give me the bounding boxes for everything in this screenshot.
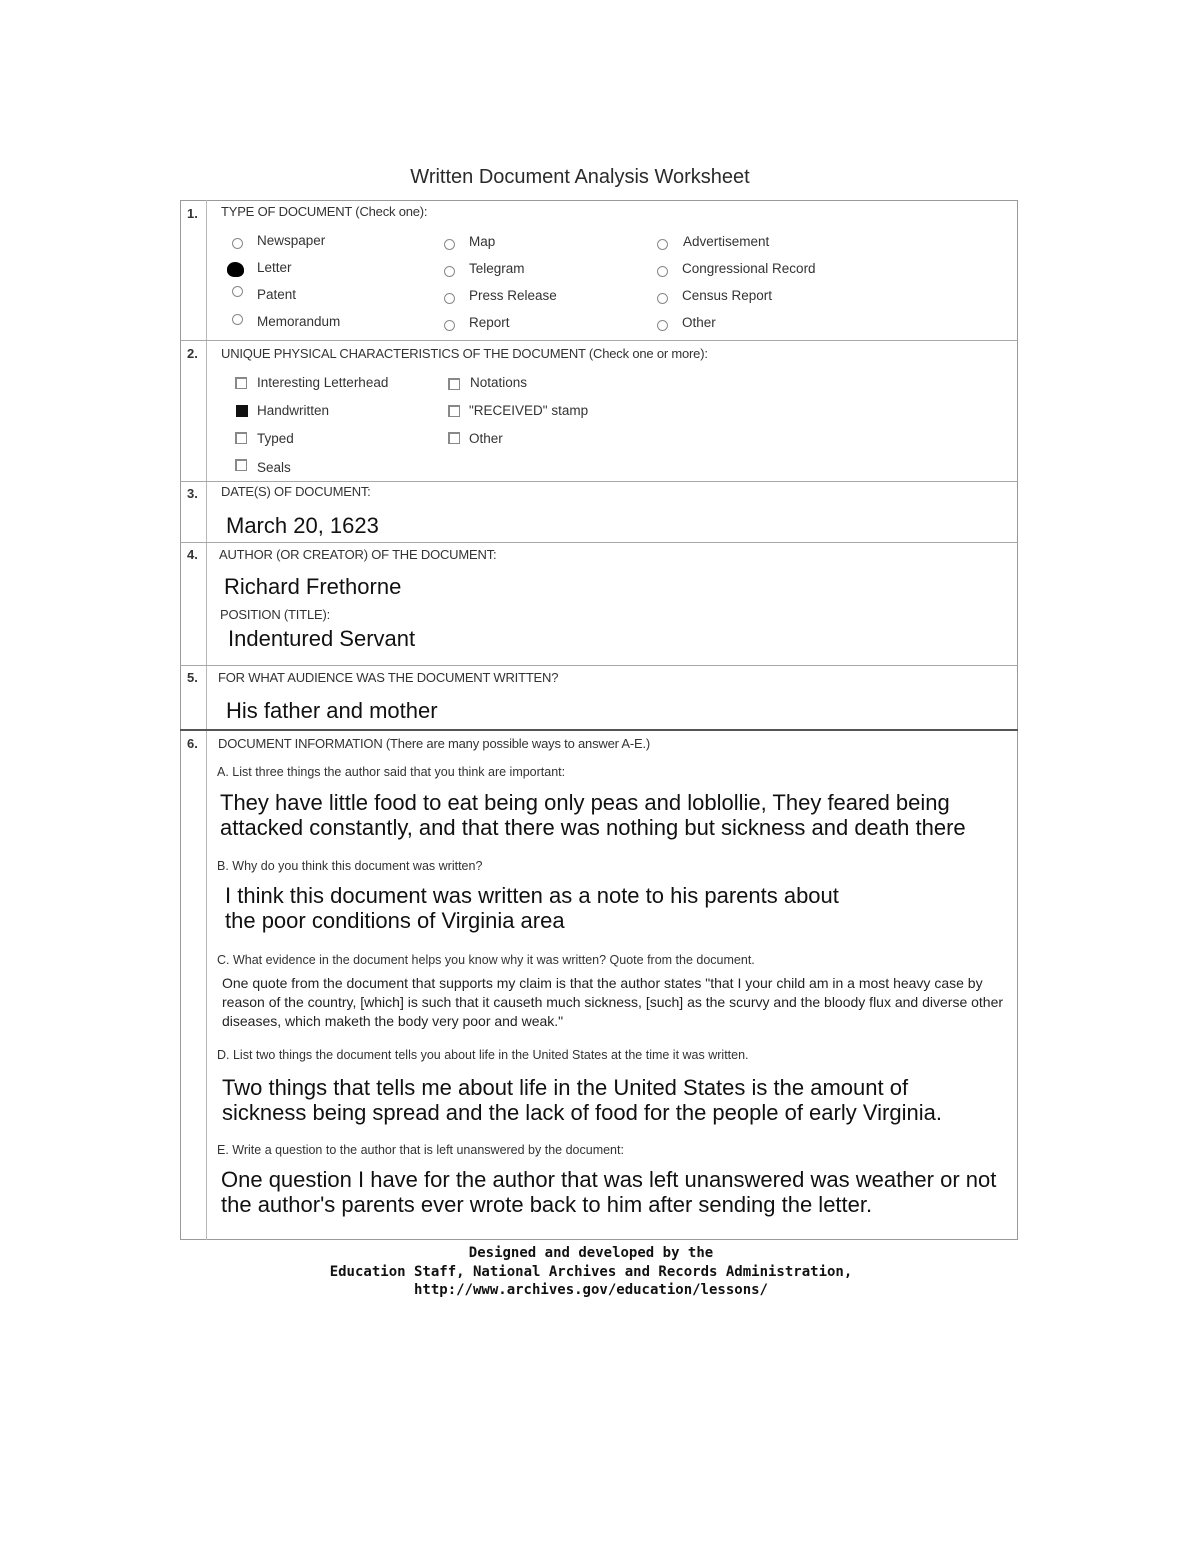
date-answer[interactable]: March 20, 1623 (226, 513, 379, 538)
section-number: 3. (187, 486, 198, 501)
section-heading: DATE(S) OF DOCUMENT: (221, 484, 371, 499)
section-divider (180, 665, 1018, 666)
checkbox-received-stamp[interactable] (448, 405, 460, 417)
section-number: 2. (187, 346, 198, 361)
checkbox-notations[interactable] (448, 378, 460, 390)
option-label: Memorandum (257, 314, 341, 329)
radio-report[interactable] (444, 320, 455, 331)
prompt-c: C. What evidence in the document helps you know why it was written? Quote from the document. (217, 953, 755, 967)
option-label: Notations (470, 375, 528, 390)
section-divider (180, 542, 1018, 543)
radio-patent[interactable] (232, 286, 243, 297)
author-answer[interactable]: Richard Frethorne (224, 574, 402, 599)
section-divider (180, 481, 1018, 482)
position-answer[interactable]: Indentured Servant (228, 626, 416, 651)
answer-c[interactable]: One quote from the document that supports my claim is that the author states "that I your child am in a most heavy case by reason of the country, [which] is such that it causeth much sickness, [such] as the scurvy and the bloody flux and diverse other diseases, which maketh the body very poor and weak." (222, 975, 1004, 1029)
footer-url[interactable]: http://www.archives.gov/education/lessons/ (413, 1282, 768, 1298)
answer-d[interactable]: Two things that tells me about life in the United States is the amount of sickness being spread and the lack of food for the people of early Virginia. (222, 1075, 942, 1125)
position-label: POSITION (TITLE): (220, 607, 330, 622)
answer-a[interactable]: They have little food to eat being only peas and loblollie, They feared being attacked constantly, and that there was nothing but sickness and death there (220, 790, 966, 840)
prompt-e: E. Write a question to the author that is left unanswered by the document: (217, 1143, 624, 1157)
section-heading: DOCUMENT INFORMATION (There are many possible ways to answer A-E.) (218, 736, 651, 751)
radio-map[interactable] (444, 239, 455, 250)
radio-congressional-record[interactable] (657, 266, 668, 277)
radio-memorandum[interactable] (232, 314, 243, 325)
section-divider (180, 729, 1018, 731)
footer-credit: Designed and developed by the (468, 1245, 714, 1261)
radio-newspaper[interactable] (232, 238, 243, 249)
section-number: 6. (187, 736, 198, 751)
checkbox-seals[interactable] (235, 459, 247, 471)
option-label: "RECEIVED" stamp (469, 403, 589, 418)
radio-advertisement[interactable] (657, 239, 668, 250)
radio-other[interactable] (657, 320, 668, 331)
number-column-divider (206, 200, 207, 1240)
section-divider (180, 340, 1018, 341)
checkbox-handwritten[interactable] (236, 405, 248, 417)
prompt-b: B. Why do you think this document was written? (217, 859, 483, 873)
section-number: 4. (187, 547, 198, 562)
option-label: Typed (257, 431, 294, 446)
option-label: Congressional Record (682, 261, 816, 276)
section-heading: TYPE OF DOCUMENT (Check one): (221, 204, 428, 219)
option-label: Seals (257, 460, 291, 475)
option-label: Other (469, 431, 503, 446)
radio-press-release[interactable] (444, 293, 455, 304)
section-number: 1. (187, 206, 198, 221)
option-label: Letter (257, 260, 292, 275)
option-label: Handwritten (257, 403, 330, 418)
radio-letter[interactable] (227, 262, 244, 277)
option-label: Map (469, 234, 496, 249)
answer-b[interactable]: I think this document was written as a note to his parents about the poor conditions of Virginia area (225, 883, 839, 933)
footer-organization: Education Staff, National Archives and Records Administration, (329, 1264, 853, 1280)
option-label: Telegram (469, 261, 525, 276)
checkbox-other[interactable] (448, 432, 460, 444)
option-label: Patent (257, 287, 297, 302)
option-label: Other (682, 315, 716, 330)
audience-answer[interactable]: His father and mother (226, 698, 438, 723)
option-label: Advertisement (683, 234, 770, 249)
section-heading: UNIQUE PHYSICAL CHARACTERISTICS OF THE DOCUMENT (Check one or more): (221, 346, 708, 361)
answer-e[interactable]: One question I have for the author that was left unanswered was weather or not the author's parents ever wrote back to him after sending the letter. (221, 1167, 997, 1217)
checkbox-typed[interactable] (235, 432, 247, 444)
section-heading: AUTHOR (OR CREATOR) OF THE DOCUMENT: (219, 547, 497, 562)
prompt-a: A. List three things the author said that you think are important: (217, 765, 566, 779)
checkbox-interesting-letterhead[interactable] (235, 377, 247, 389)
section-heading: FOR WHAT AUDIENCE WAS THE DOCUMENT WRITTEN? (218, 670, 559, 685)
section-number: 5. (187, 670, 198, 685)
option-label: Press Release (469, 288, 557, 303)
option-label: Report (469, 315, 510, 330)
option-label: Interesting Letterhead (257, 375, 389, 390)
page-title: Written Document Analysis Worksheet (410, 166, 750, 188)
option-label: Census Report (682, 288, 773, 303)
radio-census-report[interactable] (657, 293, 668, 304)
option-label: Newspaper (257, 233, 326, 248)
prompt-d: D. List two things the document tells you about life in the United States at the time it was written. (217, 1048, 749, 1062)
radio-telegram[interactable] (444, 266, 455, 277)
